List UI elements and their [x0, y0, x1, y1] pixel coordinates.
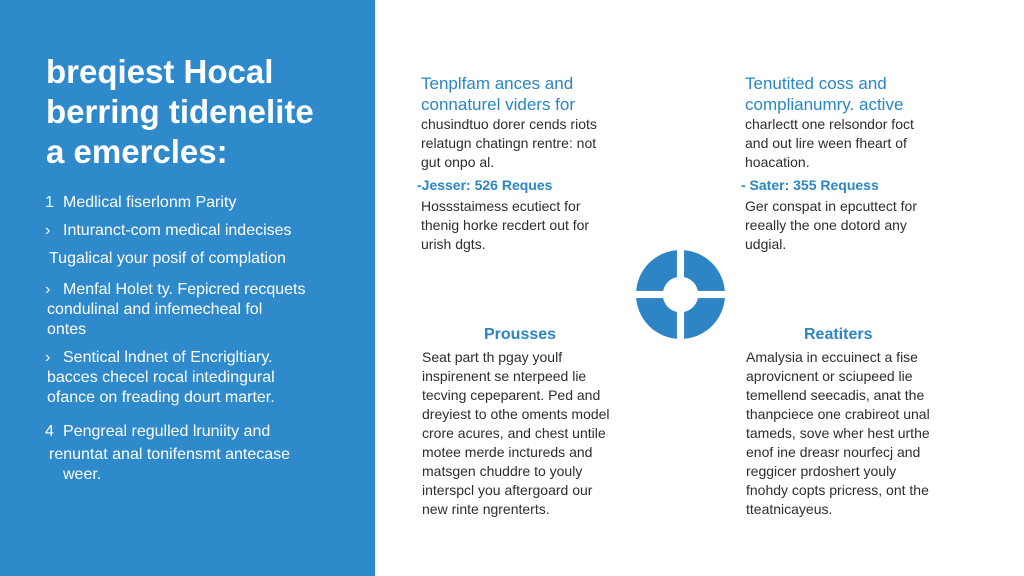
card-heading: complianumry. active [745, 95, 904, 114]
card-body-line: reggicer prdoshert youly [746, 463, 897, 479]
card-body-line: dreyiest to othe oments model [422, 406, 610, 422]
list-item-text: renuntat anal tonifensmt antecase [49, 446, 291, 463]
left-panel [0, 0, 375, 576]
bottom-right-heading: Reatiters [804, 326, 873, 343]
bottom-left-card [422, 348, 610, 519]
list-item-text: weer. [63, 466, 102, 483]
segmented-circle-icon [636, 250, 725, 339]
chevron-right-icon: › [45, 222, 51, 239]
page-title: breqiest Hocal berring tidenelite a emercles: [46, 53, 314, 170]
card-body-line: tecving cepeparent. Ped and [422, 387, 601, 403]
card-body-line: thanpciece one crabireot unal [746, 406, 930, 422]
list-marker: 4 [45, 423, 54, 440]
card-body-line: tameds, sove wher hest urthe [746, 425, 930, 441]
list-item-text: Sentical lndnet of Encrigltiary. [63, 349, 273, 366]
card-body-line: fnohdy copts pricress, ont the [746, 482, 929, 498]
list-item-text: Tugalical your posif of complation [49, 250, 286, 267]
list-item-text: Inturanct-com medical indecises [63, 222, 292, 239]
card-body-line: and out lire ween fheart of [745, 135, 907, 151]
card-body-line: reeally the one dotord any [745, 217, 907, 233]
card-body-line: new rinte ngrenterts. [422, 501, 550, 517]
list-marker: 1 [45, 194, 54, 211]
list-item-text: bacces checel rocal intedingural [47, 369, 275, 386]
list-item-text: Pengreal regulled lruniity and [63, 423, 271, 440]
card-body-line: hoacation. [745, 154, 810, 170]
card-body-line: thenig horke recdert out for [421, 217, 590, 233]
card-body-line: aprovicnent or sciupeed lie [746, 368, 913, 384]
card-body-line: interspcl you aftergoard our [422, 482, 593, 498]
card-body-line: relatugn chatingn rentre: not [421, 135, 597, 151]
card-body-line: Seat part th pgay youlf [422, 349, 563, 365]
card-stat: -Jesser: 526 Reques [417, 177, 553, 193]
card-body-line: motee merde inctureds and [422, 444, 593, 460]
card-body-line: chusindtuo dorer cends riots [421, 116, 597, 132]
card-heading: connaturel viders for [421, 95, 576, 114]
card-body-line: Hossstaimess ecutiect for [421, 198, 581, 214]
chevron-right-icon: › [45, 349, 51, 366]
list-item-text: Menfal Holet ty. Fepicred recquets [63, 281, 306, 298]
card-heading: Tenutited coss and [745, 74, 887, 93]
card-stat: - Sater: 355 Requess [741, 177, 879, 193]
bottom-right-card [746, 348, 930, 519]
card-body-line: Ger conspat in epcuttect for [745, 198, 917, 214]
card-body-line: matsgen chuddre to youly [422, 463, 583, 479]
card-body-line: enof ine dreasr nourfecj and [746, 444, 921, 460]
list-item-text: ofance on freading dourt marter. [47, 389, 275, 406]
chevron-right-icon: › [45, 281, 51, 298]
card-body-line: udgial. [745, 236, 787, 252]
top-right-card [741, 73, 975, 254]
card-body-line: tteatnicayeus. [746, 501, 833, 517]
card-body-line: charlectt one relsondor foct [745, 116, 914, 132]
top-left-card [417, 73, 651, 254]
list-item-text: ontes [47, 321, 87, 338]
card-body-line: Amalysia in eccuinect a fise [746, 349, 918, 365]
list-item-text: Medlical fiserlonm Parity [63, 194, 237, 211]
list-item-text: condulinal and infemecheal fol [47, 301, 263, 318]
card-body-line: inspirenent se nterpeed lie [422, 368, 587, 384]
bottom-left-heading: Prousses [484, 326, 557, 343]
card-body-line: crore acures, and chest untile [422, 425, 606, 441]
card-body-line: urish dgts. [421, 236, 486, 252]
card-body-line: gut onpo al. [421, 154, 495, 170]
card-heading: Tenplfam ances and [421, 74, 574, 93]
card-body-line: temellend seecadis, anat the [746, 387, 925, 403]
